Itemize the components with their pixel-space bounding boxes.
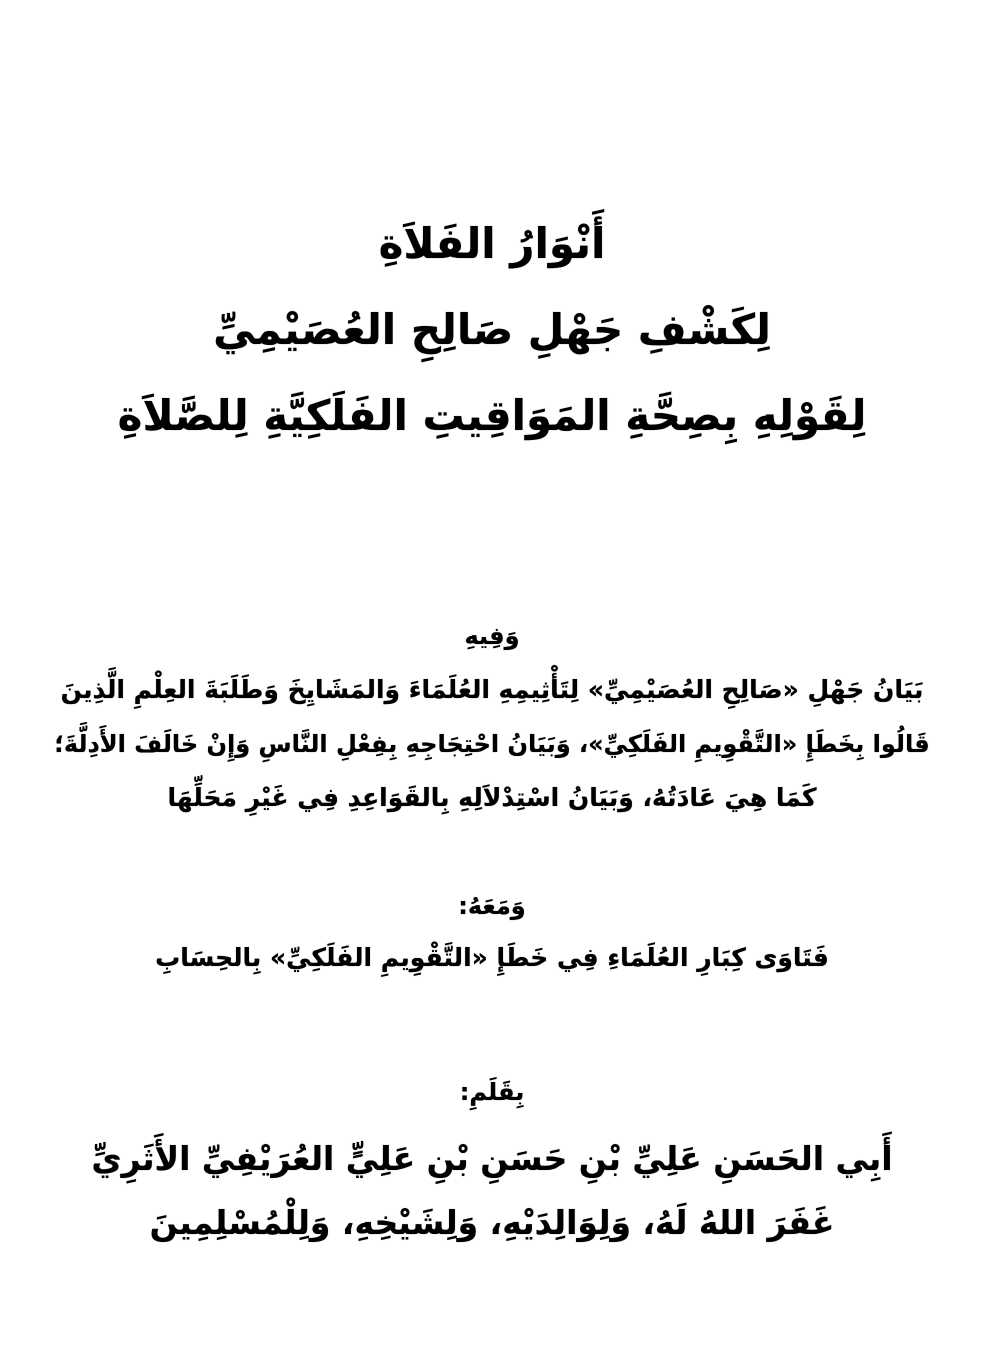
contents-line-2: قَالُوا بِخَطَإِ «التَّقْوِيمِ الفَلَكِيِّ»، وَبَيَانُ احْتِجَاجِهِ بِفِعْلِ النَّاسِ وَإِنْ خَالَفَ الأَدِلَّةَ؛ — [54, 730, 930, 758]
book-title-line-3: لِقَوْلِهِ بِصِحَّةِ المَوَاقِيتِ الفَلَكِيَّةِ لِلصَّلاَةِ — [117, 391, 867, 440]
book-title-line-1: أَنْوَارُ الفَلاَةِ — [378, 219, 606, 268]
author-prayer: غَفَرَ اللهُ لَهُ، وَلِوَالِدَيْهِ، وَلِشَيْخِهِ، وَلِلْمُسْلِمِينَ — [149, 1203, 835, 1242]
appendix-line-1: فَتَاوَى كِبَارِ العُلَمَاءِ فِي خَطَإِ «التَّقْوِيمِ الفَلَكِيِّ» بِالحِسَابِ — [155, 943, 829, 972]
contents-label: وَفِيهِ — [464, 622, 520, 650]
author-label: بِقَلَمِ: — [459, 1078, 525, 1106]
appendix-label: وَمَعَهُ: — [458, 892, 526, 920]
author-name: أَبِي الحَسَنِ عَلِيِّ بْنِ حَسَنِ بْنِ عَلِيٍّ العُرَيْفِيِّ الأَثَرِيِّ — [91, 1139, 893, 1178]
contents-line-3: كَمَا هِيَ عَادَتُهُ، وَبَيَانُ اسْتِدْلاَلِهِ بِالقَوَاعِدِ فِي غَيْرِ مَحَلِّهَا — [167, 783, 817, 812]
contents-line-1: بَيَانُ جَهْلِ «صَالِحِ العُصَيْمِيِّ» لِتَأْثِيمِهِ العُلَمَاءَ وَالمَشَايِخَ وَطَلَبَةَ العِلْمِ الَّذِينَ — [60, 675, 924, 704]
book-title-line-2: لِكَشْفِ جَهْلِ صَالِحِ العُصَيْمِيِّ — [213, 305, 771, 354]
